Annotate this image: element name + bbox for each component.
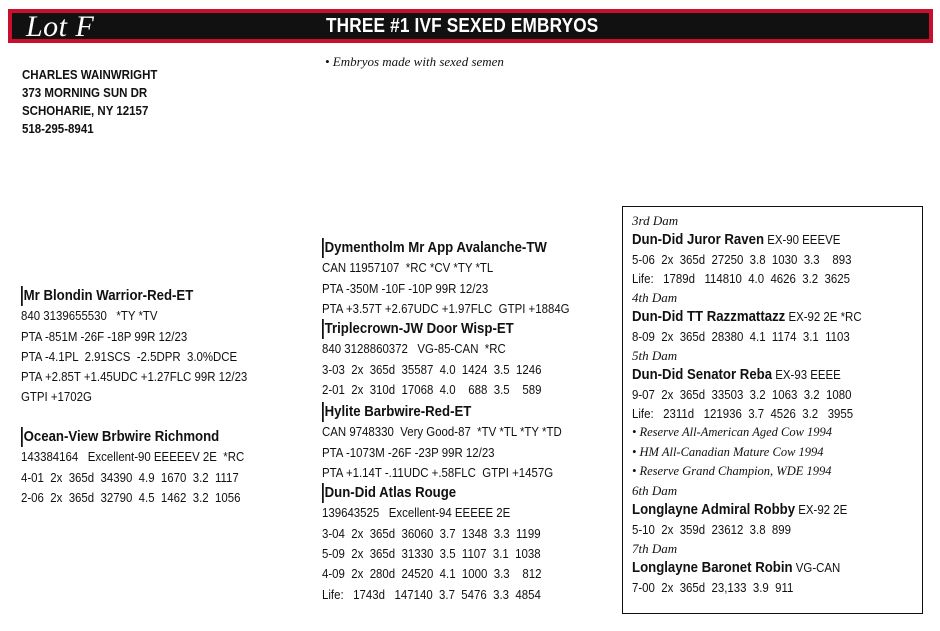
sire-gtpi: GTPI +1702G bbox=[21, 389, 92, 405]
dam-dam-id: 139643525 Excellent-94 EEEEE 2E bbox=[322, 505, 511, 521]
dam4-name: Dun-Did TT Razzmattazz bbox=[632, 308, 786, 326]
dam6-name: Longlayne Admiral Robby bbox=[632, 501, 796, 519]
dam-record-2: 2-06 2x 365d 32790 4.5 1462 3.2 1056 bbox=[21, 489, 241, 505]
dam-sire-id: CAN 9748330 Very Good-87 *TV *TL *TY *TD bbox=[322, 424, 562, 440]
sire-sire-pta-1: PTA -350M -10F -10P 99R 12/23 bbox=[322, 280, 489, 296]
dam7-label: 7th Dam bbox=[632, 541, 678, 557]
dam6-class: EX-92 2E bbox=[798, 502, 848, 518]
dam-dam-record-2: 5-09 2x 365d 31330 3.5 1107 3.1 1038 bbox=[322, 546, 541, 562]
dam-block bbox=[21, 427, 275, 508]
dam3-label: 3rd Dam bbox=[632, 213, 679, 228]
dam5-class: EX-93 EEEE bbox=[775, 367, 841, 383]
sire-sire-id: CAN 11957107 *RC *CV *TY *TL bbox=[322, 260, 494, 276]
dam-dam-lifetime: Life: 1743d 147140 3.7 5476 3.3 4854 bbox=[322, 586, 541, 602]
dam4-label: 4th Dam bbox=[632, 290, 678, 306]
dam3-name: Dun-Did Juror Raven bbox=[632, 231, 765, 249]
dam-record-1: 4-01 2x 365d 34390 4.9 1670 3.2 1117 bbox=[21, 469, 239, 485]
dam7-record: 7-00 2x 365d 23,133 3.9 911 bbox=[632, 579, 794, 595]
dam7-name: Longlayne Baronet Robin bbox=[632, 559, 793, 577]
dam5-award-1: • Reserve All-American Aged Cow 1994 bbox=[632, 425, 833, 440]
dam-sire-pta-2: PTA +1.14T -.11UDC +.58FLC GTPI +1457G bbox=[322, 464, 554, 480]
sire-id: 840 3139655530 *TY *TV bbox=[21, 308, 158, 324]
seller-name: CHARLES WAINWRIGHT bbox=[22, 68, 158, 82]
dam5-award-3: • Reserve Grand Champion, WDE 1994 bbox=[632, 463, 832, 478]
sire-name: Mr Blondin Warrior-Red-ET bbox=[21, 286, 247, 306]
dam3-class: EX-90 EEEVE bbox=[767, 232, 841, 248]
dam-dam-record-3: 4-09 2x 280d 24520 4.1 1000 3.3 812 bbox=[322, 566, 542, 582]
dam6-label: 6th Dam bbox=[632, 483, 678, 499]
sire-dam-name: Triplecrown-JW Door Wisp-ET bbox=[322, 319, 570, 339]
lot-label: Lot F bbox=[26, 10, 95, 43]
lot-banner bbox=[8, 9, 933, 43]
seller-address: 373 MORNING SUN DR bbox=[22, 86, 148, 100]
dam-name: Ocean-View Brbwire Richmond bbox=[21, 427, 244, 447]
sire-pta-1: PTA -851M -26F -18P 99R 12/23 bbox=[21, 328, 188, 344]
dam4-record: 8-09 2x 365d 28380 4.1 1174 3.1 1103 bbox=[632, 328, 850, 344]
seller-phone: 518-295-8941 bbox=[22, 122, 94, 136]
sire-block bbox=[21, 286, 278, 408]
seller-city: SCHOHARIE, NY 12157 bbox=[22, 104, 149, 118]
dam7-class: VG-CAN bbox=[795, 560, 841, 576]
dam-sire-pta-1: PTA -1073M -26F -23P 99R 12/23 bbox=[322, 444, 495, 460]
sire-sire-name: Dymentholm Mr App Avalanche-TW bbox=[322, 238, 570, 258]
sire-pta-3: PTA +2.85T +1.45UDC +1.27FLC 99R 12/23 bbox=[21, 369, 248, 385]
dam5-record: 9-07 2x 365d 33503 3.2 1063 3.2 1080 bbox=[632, 386, 852, 402]
sire-sire-block bbox=[322, 238, 603, 400]
dam5-name: Dun-Did Senator Reba bbox=[632, 366, 773, 384]
dam-dam-name: Dun-Did Atlas Rouge bbox=[322, 483, 562, 503]
dam5-lifetime: Life: 2311d 121936 3.7 4526 3.2 3955 bbox=[632, 405, 854, 421]
dam3-record: 5-06 2x 365d 27250 3.8 1030 3.3 893 bbox=[632, 251, 852, 267]
dam5-label: 5th Dam bbox=[632, 348, 678, 364]
sire-dam-record-2: 2-01 2x 310d 17068 4.0 688 3.5 589 bbox=[322, 382, 542, 398]
dam4-class: EX-92 2E *RC bbox=[788, 309, 862, 325]
extended-pedigree-box bbox=[622, 206, 923, 614]
lot-title: THREE #1 IVF SEXED EMBRYOS bbox=[326, 15, 599, 37]
sire-sire-pta-2: PTA +3.57T +2.67UDC +1.97FLC GTPI +1884G bbox=[322, 300, 570, 316]
dam-sire-name: Hylite Barbwire-Red-ET bbox=[322, 402, 562, 422]
dam3-lifetime: Life: 1789d 114810 4.0 4626 3.2 3625 bbox=[632, 270, 850, 286]
dam-id: 143384164 Excellent-90 EEEEEV 2E *RC bbox=[21, 449, 245, 465]
sire-dam-id: 840 3128860372 VG-85-CAN *RC bbox=[322, 341, 506, 357]
dam-sire-block bbox=[322, 402, 594, 605]
seller-contact bbox=[22, 66, 157, 138]
dam5-award-2: • HM All-Canadian Mature Cow 1994 bbox=[632, 444, 824, 459]
sire-dam-record-1: 3-03 2x 365d 35587 4.0 1424 3.5 1246 bbox=[322, 361, 542, 377]
embryo-note: • Embryos made with sexed semen bbox=[325, 54, 504, 69]
sire-pta-2: PTA -4.1PL 2.91SCS -2.5DPR 3.0%DCE bbox=[21, 348, 238, 364]
dam-dam-record-1: 3-04 2x 365d 36060 3.7 1348 3.3 1199 bbox=[322, 525, 541, 541]
dam6-record: 5-10 2x 359d 23612 3.8 899 bbox=[632, 521, 792, 537]
